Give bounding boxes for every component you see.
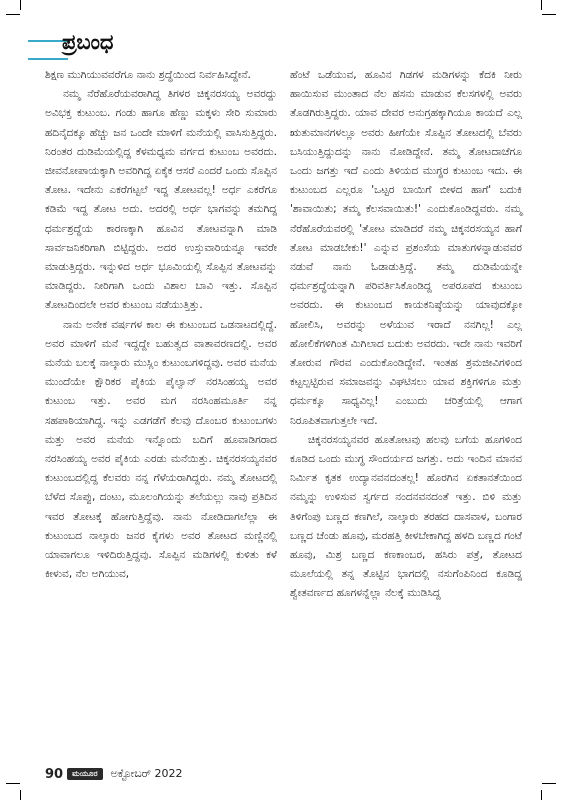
crop-mark: [6, 14, 20, 15]
paragraph: ಹೆಂಟೆ ಒಡೆಯುವ, ಹೂವಿನ ಗಿಡಗಳ ಮಡಿಗಳನ್ನು ಕೆದಕಿ ನೀರು ಹಾಯಿಸುವ ಮುಂತಾದ ನೆಲ ಹಸನು ಮಾಡುವ ಕೆಲಸಗಳಲ್ಲಿ ಅವರು ತೊಡಗಿರುತ್ತಿದ್ದರು. ಯಾವ ದೇವರ ಅನುಗ್ರಹಕ್ಕಾಗಿಯೂ ಕಾಯದೆ ಎಲ್ಲ ಋತುಮಾನಗಳಲ್ಲೂ ಅವರು ಹೀಗೆಯೇ ಸೊಪ್ಪಿನ ತೋಟದಲ್ಲಿ ಬೆವರು ಬಸಿಯುತ್ತಿದ್ದುದನ್ನು ನಾನು ನೋಡಿದ್ದೇನೆ. ತಮ್ಮ ತೋಟದಾಚೆಗೂ ಒಂದು ಜಗತ್ತು ಇದೆ ಎಂದು ತಿಳಿಯದ ಮುಗ್ಧರ ಕುಟುಂಬ ಇದು. ಈ ಕುಟುಂಬದ ಎಲ್ಲರೂ 'ಒಟ್ಟರ ಬಾಯಿಗೆ ಬೀಳದ ಹಾಗೆ' ಬದುಕಿ 'ಶಾವಾಯಿತು; ತಮ್ಮ ಕೆಲಸವಾಯಿತು!' ಎಂದುಕೊಂಡಿದ್ದವರು. ನಮ್ಮ ನೆರೆಹೊರೆಯವರಲ್ಲಿ 'ತೋಟ ಮಾಡಿದರೆ ನಮ್ಮ ಚಿಕ್ಕನರಸಯ್ಯನ ಹಾಗೆ ತೋಟ ಮಾಡಬೇಕು!' ಎನ್ನುವ ಪ್ರಶಂಸೆಯ ಮಾತುಗಳನ್ನಾಡುವವರ ನಡುವೆ ನಾನು ಓಡಾಡುತ್ತಿದ್ದೆ. ತಮ್ಮ ದುಡಿಮೆಯನ್ನೇ ಧರ್ಮಶ್ರದ್ಧೆಯನ್ನಾಗಿ ಪರಿವರ್ತಿಸಿಕೊಂಡಿದ್ದ ಅಪರೂಪದ ಕುಟುಂಬ ಅವರದು. ಈ ಕುಟುಂಬದ ಕಾಯಕನಿಷ್ಠೆಯನ್ನು ಯಾವುದಕ್ಕೋ ಹೋಲಿಸಿ, ಅವರನ್ನು ಅಳೆಯುವ ಇರಾದೆ ನನಗಿಲ್ಲ! ಎಲ್ಲ ಹೋಲಿಕೆಗಳಿಗಿಂತ ಮಿಗಿಲಾದ ಬದುಕು ಅವರದು. ಇದೇ ನಾನು ಇವರಿಗೆ ತೋರುವ ಗೌರವ ಎಂದುಕೊಂಡಿದ್ದೇನೆ. ಇಂತಹ ಶ್ರಮಜೀವಿಗಳಿಂದ ಕಟ್ಟಲ್ಪಟ್ಟಿರುವ ಸಮಾಜವನ್ನು ವಿಘಟಿಸಲು ಯಾವ ಶಕ್ತಿಗಳಿಗೂ ಮತ್ತು ಧರ್ಮಕ್ಕೂ ಸಾಧ್ಯವಿಲ್ಲ! ಎಂಬುದು ಚರಿತ್ರೆಯಲ್ಲಿ ಆಗಾಗ ನಿರೂಪಿತವಾಗುತ್ತಲೇ ಇದೆ.: [290, 69, 522, 427]
page-number: 90: [45, 766, 64, 782]
crop-mark: [20, 0, 21, 10]
paragraph: ಚಿಕ್ಕನರಸಯ್ಯನವರ ಹೂತೋಟವು ಹಲವು ಬಗೆಯ ಹೂಗಳಿಂದ ಕೂಡಿದ ಒಂದು ಮುಗ್ಧ ಸೌಂದರ್ಯದ ಜಗತ್ತು. ಅದು ಇಂದಿನ ಮಾನವ ನಿರ್ಮಿತ ಕೃತಕ ಉದ್ಯಾನವನದಂತಲ್ಲ! ಹೊರಗಿನ ಏಕತಾನತೆಯಿಂದ ನಮ್ಮನ್ನು ಉಳಿಸುವ ಸ್ವರ್ಗದ ನಂದನವನದಂತೆ ಇತ್ತು. ಬಿಳಿ ಮತ್ತು ತಿಳಿಗೆಂಪು ಬಣ್ಣದ ಕಣಗಿಲೆ, ನಾಲ್ಕಾರು ತರಹದ ದಾಸವಾಳ, ಬಂಗಾರ ಬಣ್ಣದ ಚೆಂಡು ಹೂವು, ಮರಹತ್ತಿ ಕೀಳಬೇಕಾಗಿದ್ದ ಹಳದಿ ಬಣ್ಣದ ಗಂಟೆ ಹೂವು, ಮಿಶ್ರ ಬಣ್ಣದ ಕಣಕಾಂಬರ, ಹಸಿರು ಪತ್ರೆ, ತೋಟದ ಮೂಲೆಯಲ್ಲಿ ತನ್ನ ತೊಟ್ಟಿನ ಭಾಗದಲ್ಲಿ ನಸುಗೆಂಪಿನಿಂದ ಕೂಡಿದ್ದ ಶ್ವೇತವರ್ಣದ ಹೂಗಳನ್ನೆಲ್ಲಾ ನೆಲಕ್ಕೆ ಮುಡಿಸಿದ್ದ: [290, 433, 522, 600]
issue-date: ಅಕ್ಟೋಬರ್ 2022: [110, 767, 183, 780]
crop-mark: [541, 790, 542, 800]
paragraph: ನಾನು ಅನೇಕ ವರ್ಷಗಳ ಕಾಲ ಈ ಕುಟುಂಬದ ಒಡನಾಟದಲ್ಲಿದ್ದೆ. ಅವರ ಮಾಳಿಗೆ ಮನೆ ಇದ್ದದ್ದೇ ಬಹುತ್ವದ ವಾತಾವರಣದಲ್ಲಿ. ಅವರ ಮನೆಯ ಬಲಕ್ಕೆ ನಾಲ್ಕಾರು ಮುಸ್ಲಿಂ ಕುಟುಂಬಗಳಿದ್ದವು. ಅವರ ಮನೆಯ ಮುಂದೆಯೇ ಕ್ಷೌರಿಕರ ಪೈಕಿಯ ಪೈಲ್ವಾನ್ ನರಸಿಂಹಯ್ಯ ಅವರ ಕುಟುಂಬ ಇತ್ತು. ಅವರ ಮಗ ನರಸಿಂಹಮೂರ್ತಿ ನನ್ನ ಸಹಪಾಠಿಯಾಗಿದ್ದ. ಇನ್ನು ಎಡಗಡೆಗೆ ಕೆಲವು ದೊಂಬರ ಕುಟುಂಬಗಳು ಮತ್ತು ಅವರ ಮನೆಯ ಇನ್ನೊಂದು ಬದಿಗೆ ಹೂವಾಡಿಗರಾದ ನರಸಿಂಹಯ್ಯ ಅವರ ಪೈಕಿಯ ಎರಡು ಮನೆಯಿತ್ತು. ಚಿಕ್ಕನರಸಯ್ಯನವರ ಕುಟುಂಬದಲ್ಲಿದ್ದ ಕೆಲವರು ನನ್ನ ಗೆಳೆಯರಾಗಿದ್ದರು. ನಮ್ಮ ತೋಟದಲ್ಲಿ ಬೆಳೆದ ಸೊಪ್ಪು, ದಂಟು, ಮೂಲಂಗಿಯನ್ನು ತಲೆಯಲ್ಲು ನಾವು ಪ್ರತಿದಿನ ಇವರ ತೋಟಕ್ಕೆ ಹೋಗುತ್ತಿದ್ದೆವು. ನಾನು ನೋಡಿದಾಗಲೆಲ್ಲಾ ಈ ಕುಟುಂಬದ ನಾಲ್ಕಾರು ಜನರ ಕೈಗಳು ಅವರ ತೋಟದ ಮಣ್ಣಿನಲ್ಲಿ ಯಾವಾಗಲೂ ಇಳಿದಿರುತ್ತಿದ್ದವು. ಸೊಪ್ಪಿನ ಮಡಿಗಳಲ್ಲಿ ಕುಳಿತು ಕಳೆ ಕೀಳುವ, ನೆಲ ಅಗಿಯುವ,: [45, 318, 277, 581]
paragraph: ಶಿಕ್ಷಣ ಮುಗಿಯುವವರೆಗೂ ನಾನು ಶ್ರದ್ಧೆಯಿಂದ ನಿರ್ವಹಿಸಿದ್ದೇನೆ.: [45, 69, 251, 81]
page-footer: [45, 764, 183, 784]
page-header: [28, 28, 534, 58]
crop-mark: [541, 0, 542, 10]
paragraph: ನಮ್ಮ ನೆರೆಹೊರೆಯವರಾಗಿದ್ದ ತಿಗಳರ ಚಿಕ್ಕನರಸಯ್ಯ ಅವರದ್ದು ಅವಿಭಕ್ತ ಕುಟುಂಬ. ಗಂಡು ಹಾಗೂ ಹೆಣ್ಣು ಮಕ್ಕಳು ಸೇರಿ ಸುಮಾರು ಹದಿನೈದಕ್ಕೂ ಹೆಚ್ಚು ಜನ ಒಂದೇ ಮಾಳಿಗೆ ಮನೆಯಲ್ಲಿ ವಾಸಿಸುತ್ತಿದ್ದರು. ನಿರಂತರ ದುಡಿಮೆಯಲ್ಲಿದ್ದ ಕೆಳಮಧ್ಯಮ ವರ್ಗದ ಕುಟುಂಬ ಅವರದು. ಜೀವನೋಪಾಯಕ್ಕಾಗಿ ಅವರಿಗಿದ್ದ ಏಕೈಕ ಆಸರೆ ಎಂದರೆ ಒಂದು ಸೊಪ್ಪಿನ ತೋಟ. ಇದೇನು ಎಕರೆಗಟ್ಟಲೆ ಇದ್ದ ತೋಟವಲ್ಲ! ಅರ್ಧ ಎಕರೆಗೂ ಕಡಿಮೆ ಇದ್ದ ತೋಟ ಅದು. ಅದರಲ್ಲಿ ಅರ್ಧ ಭಾಗವನ್ನು ತಮಗಿದ್ದ ಧರ್ಮಶ್ರದ್ಧೆಯ ಕಾರಣಕ್ಕಾಗಿ ಹೂವಿನ ತೋಟವನ್ನಾಗಿ ಮಾಡಿ ಸಾರ್ವಜನಿಕರಿಗಾಗಿ ಬಿಟ್ಟಿದ್ದರು. ಅದರ ಉಸ್ತುವಾರಿಯನ್ನೂ ಇವರೇ ಮಾಡುತ್ತಿದ್ದರು. ಇನ್ನುಳಿದ ಅರ್ಧ ಭೂಮಿಯಲ್ಲಿ ಸೊಪ್ಪಿನ ತೋಟವನ್ನು ಮಾಡಿದ್ದರು. ನೀರಿಗಾಗಿ ಒಂದು ವಿಶಾಲ ಬಾವಿ ಇತ್ತು. ಸೊಪ್ಪಿನ ತೋಟದಿಂದಲೇ ಅವರ ಕುಟುಂಬ ನಡೆಯುತ್ತಿತ್ತು.: [45, 88, 277, 312]
right-column: [290, 66, 522, 604]
crop-mark: [542, 783, 556, 784]
crop-mark: [6, 783, 20, 784]
left-column: [45, 66, 277, 584]
magazine-logo: ಮಯೂರ: [67, 768, 103, 780]
crop-mark: [20, 790, 21, 800]
crop-mark: [542, 14, 556, 15]
section-title: ಪ್ರಬಂಧ: [62, 30, 114, 54]
header-accent-bar: [28, 58, 68, 60]
